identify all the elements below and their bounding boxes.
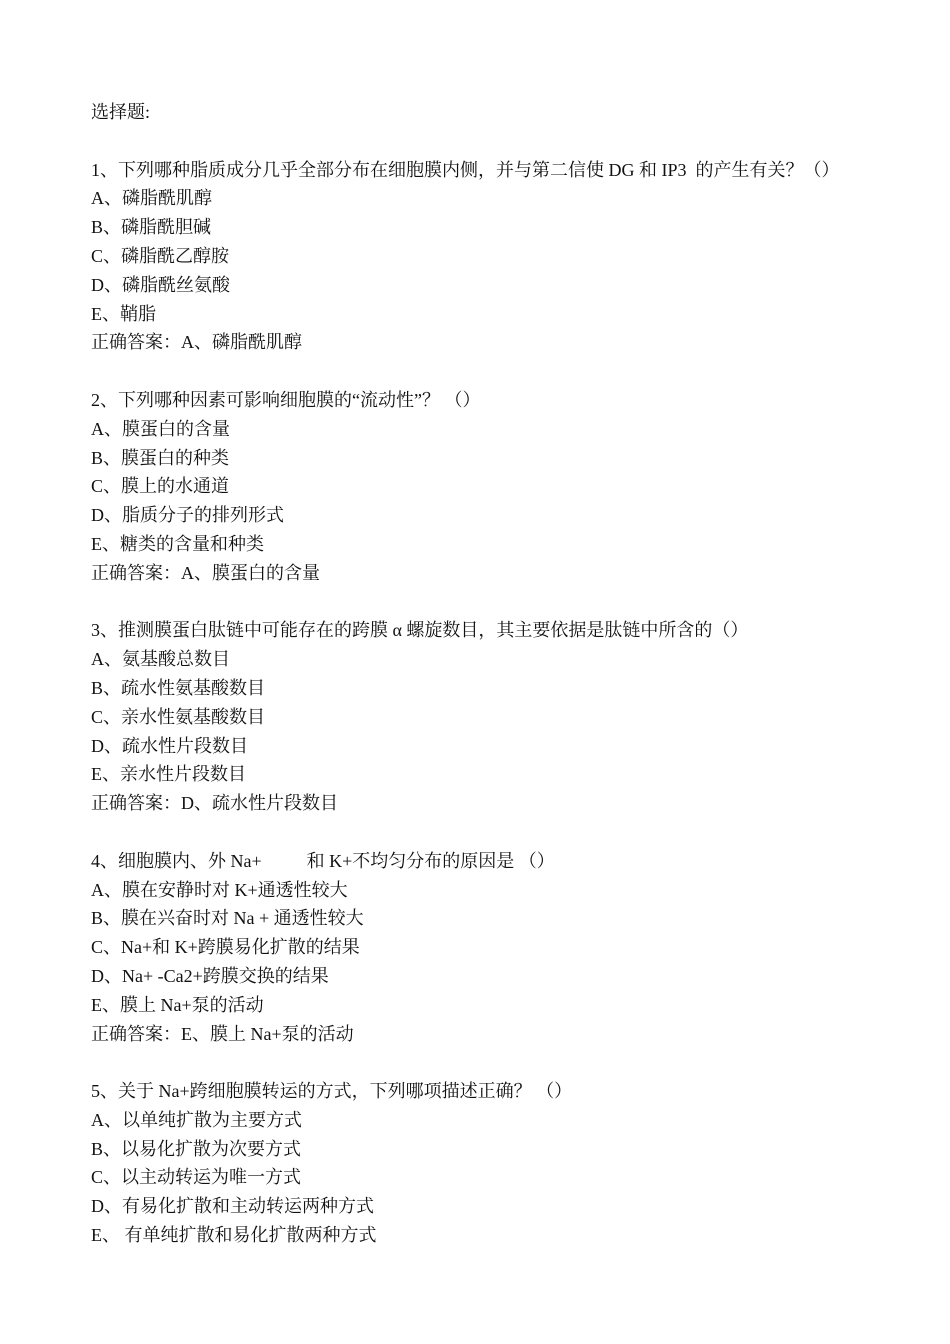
- option-d: D、有易化扩散和主动转运两种方式: [91, 1196, 374, 1217]
- option-a: A、磷脂酰肌醇: [91, 188, 212, 209]
- answer-text: 正确答案：E、膜上 Na+泵的活动: [91, 1023, 354, 1044]
- option-c: C、膜上的水通道: [91, 476, 230, 497]
- option-d: D、Na+ -Ca2+跨膜交换的结果: [91, 965, 329, 986]
- question-5: [91, 1077, 891, 1250]
- option-a: A、以单纯扩散为主要方式: [91, 1109, 302, 1130]
- option-d: D、疏水性片段数目: [91, 735, 248, 756]
- option-d: D、磷脂酰丝氨酸: [91, 274, 230, 295]
- option-a: A、膜在安静时对 K+通透性较大: [91, 879, 348, 900]
- question-text: 1、下列哪种脂质成分几乎全部分布在细胞膜内侧，并与第二信使 DG 和 IP3 的产生有关？（）: [91, 159, 840, 180]
- question-text: 4、细胞膜内、外 Na+ 和 K+不均匀分布的原因是 （）: [91, 850, 555, 871]
- option-b: B、磷脂酰胆碱: [91, 217, 212, 238]
- question-4: [91, 847, 891, 1049]
- option-e: E、 有单纯扩散和易化扩散两种方式: [91, 1225, 377, 1246]
- option-c: C、以主动转运为唯一方式: [91, 1167, 302, 1188]
- question-1: [91, 156, 891, 358]
- option-e: E、膜上 Na+泵的活动: [91, 994, 264, 1015]
- option-d: D、脂质分子的排列形式: [91, 505, 284, 526]
- question-text: 2、下列哪种因素可影响细胞膜的“流动性”？ （）: [91, 389, 481, 410]
- option-b: B、疏水性氨基酸数目: [91, 677, 266, 698]
- option-e: E、鞘脂: [91, 303, 156, 324]
- answer-text: 正确答案：A、磷脂酰肌醇: [91, 332, 302, 353]
- answer-text: 正确答案：A、膜蛋白的含量: [91, 562, 320, 583]
- question-2: [91, 386, 891, 588]
- option-e: E、亲水性片段数目: [91, 764, 246, 785]
- answer-text: 正确答案：D、疏水性片段数目: [91, 793, 338, 814]
- option-a: A、膜蛋白的含量: [91, 418, 230, 439]
- question-text: 3、推测膜蛋白肽链中可能存在的跨膜 α 螺旋数目，其主要依据是肽链中所含的（）: [91, 620, 749, 641]
- question-3: [91, 616, 891, 818]
- option-c: C、磷脂酰乙醇胺: [91, 245, 230, 266]
- option-b: B、膜在兴奋时对 Na + 通透性较大: [91, 908, 364, 929]
- option-c: C、Na+和 K+跨膜易化扩散的结果: [91, 937, 360, 958]
- question-text: 5、关于 Na+跨细胞膜转运的方式，下列哪项描述正确？ （）: [91, 1081, 573, 1102]
- option-a: A、氨基酸总数目: [91, 649, 230, 670]
- section-heading: 选择题:: [91, 102, 151, 122]
- option-e: E、糖类的含量和种类: [91, 533, 264, 554]
- option-c: C、亲水性氨基酸数目: [91, 706, 266, 727]
- option-b: B、膜蛋白的种类: [91, 447, 230, 468]
- document-page: [91, 98, 891, 1250]
- option-b: B、以易化扩散为次要方式: [91, 1138, 302, 1159]
